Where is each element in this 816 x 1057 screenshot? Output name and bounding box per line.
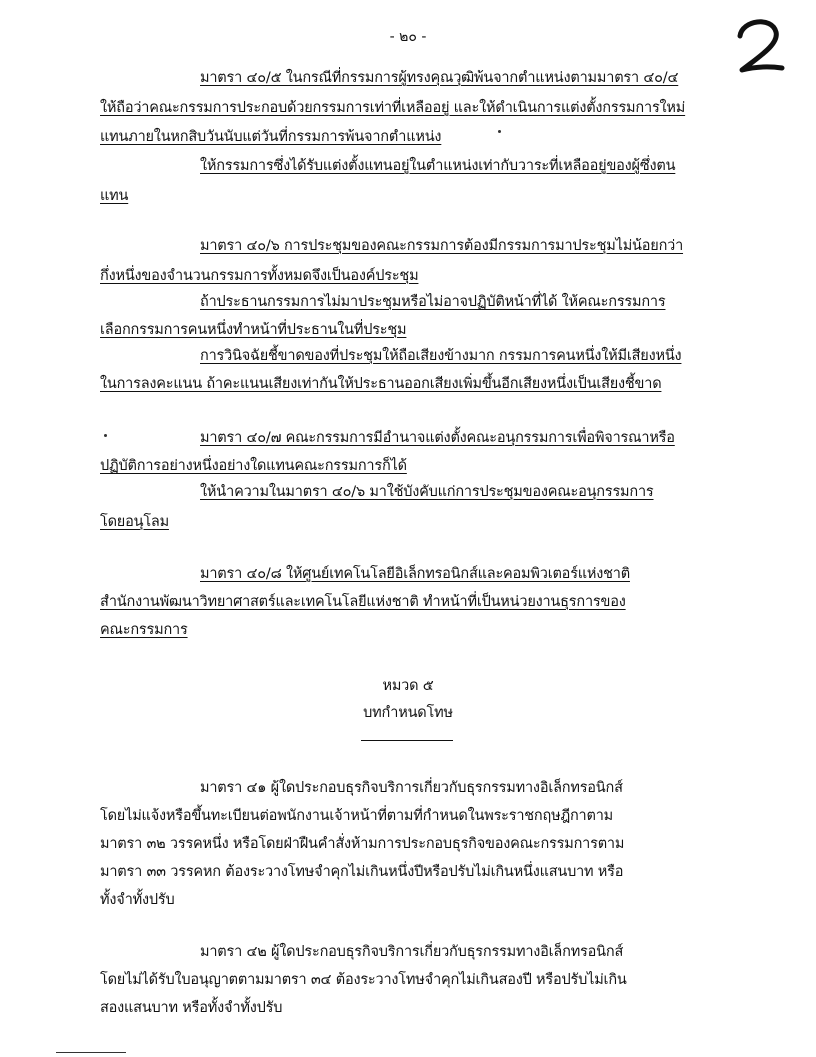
text-line: คณะกรรมการ	[100, 622, 188, 638]
scan-speck	[104, 434, 107, 437]
text-line: แทนภายในหกสิบวันนับแต่วันที่กรรมการพ้นจากตำแหน่ง	[100, 129, 442, 145]
text-line: โดยไม่แจ้งหรือขึ้นทะเบียนต่อพนักงานเจ้าหน้าที่ตามที่กำหนดในพระราชกฤษฎีกาตาม	[100, 808, 614, 824]
page-number: - ๒๐ -	[389, 29, 427, 45]
text-line: ให้ถือว่าคณะกรรมการประกอบด้วยกรรมการเท่าที่เหลืออยู่ และให้ดำเนินการแต่งตั้งกรรมการใหม่	[100, 100, 686, 116]
text-line: มาตรา ๔๐/๖ การประชุมของคณะกรรมการต้องมีกรรมการมาประชุมไม่น้อยกว่า	[200, 238, 684, 254]
handwritten-number-mark	[732, 14, 788, 80]
text-line: มาตรา ๔๐/๕ ในกรณีที่กรรมการผู้ทรงคุณวุฒิพ้นจากตำแหน่งตามมาตรา ๔๐/๔	[200, 70, 679, 86]
text-line: ปฏิบัติการอย่างหนึ่งอย่างใดแทนคณะกรรมการก็ได้	[100, 458, 407, 474]
text-line: กึ่งหนึ่งของจำนวนกรรมการทั้งหมดจึงเป็นองค์ประชุม	[100, 268, 419, 284]
chapter-title: บทกำหนดโทษ	[363, 705, 453, 721]
text-line: มาตรา ๔๐/๘ ให้ศูนย์เทคโนโลยีอิเล็กทรอนิกส์และคอมพิวเตอร์แห่งชาติ	[200, 566, 630, 582]
text-line: โดยอนุโลม	[100, 514, 169, 530]
text-line: ทั้งจำทั้งปรับ	[100, 892, 175, 908]
text-line: สองแสนบาท หรือทั้งจำทั้งปรับ	[100, 1000, 283, 1016]
text-line: การวินิจฉัยชี้ขาดของที่ประชุมให้ถือเสียงข้างมาก กรรมการคนหนึ่งให้มีเสียงหนึ่ง	[200, 348, 682, 364]
scan-speck	[498, 130, 501, 133]
text-line: เลือกกรรมการคนหนึ่งทำหน้าที่ประธานในที่ประชุม	[100, 322, 407, 338]
text-line: มาตรา ๔๐/๗ คณะกรรมการมีอำนาจแต่งตั้งคณะอนุกรรมการเพื่อพิจารณาหรือ	[200, 430, 675, 446]
text-line: ในการลงคะแนน ถ้าคะแนนเสียงเท่ากันให้ประธานออกเสียงเพิ่มขึ้นอีกเสียงหนึ่งเป็นเสียงชี้ขาด	[100, 376, 662, 392]
text-line: มาตรา ๔๑ ผู้ใดประกอบธุรกิจบริการเกี่ยวกับธุรกรรมทางอิเล็กทรอนิกส์	[200, 780, 623, 796]
text-line: มาตรา ๓๓ วรรคหก ต้องระวางโทษจำคุกไม่เกินหนึ่งปีหรือปรับไม่เกินหนึ่งแสนบาท หรือ	[100, 864, 624, 880]
text-line: สำนักงานพัฒนาวิทยาศาสตร์และเทคโนโลยีแห่งชาติ ทำหน้าที่เป็นหน่วยงานธุรการของ	[100, 594, 626, 610]
text-line: ถ้าประธานกรรมการไม่มาประชุมหรือไม่อาจปฏิบัติหน้าที่ได้ ให้คณะกรรมการ	[200, 294, 666, 310]
text-line: แทน	[100, 188, 129, 204]
text-line: โดยไม่ได้รับใบอนุญาตตามมาตรา ๓๔ ต้องระวางโทษจำคุกไม่เกินสองปี หรือปรับไม่เกิน	[100, 972, 627, 988]
footnote-rule	[56, 1052, 126, 1053]
chapter-number: หมวด ๕	[382, 678, 434, 694]
heading-divider	[361, 740, 453, 741]
text-line: ให้นำความในมาตรา ๔๐/๖ มาใช้บังคับแก่การประชุมของคณะอนุกรรมการ	[200, 484, 654, 500]
text-line: มาตรา ๔๒ ผู้ใดประกอบธุรกิจบริการเกี่ยวกับธุรกรรมทางอิเล็กทรอนิกส์	[200, 944, 624, 960]
text-line: ให้กรรมการซึ่งได้รับแต่งตั้งแทนอยู่ในตำแหน่งเท่ากับวาระที่เหลืออยู่ของผู้ซึ่งตน	[200, 158, 676, 174]
text-line: มาตรา ๓๒ วรรคหนึ่ง หรือโดยฝ่าฝืนคำสั่งห้ามการประกอบธุรกิจของคณะกรรมการตาม	[100, 836, 625, 852]
